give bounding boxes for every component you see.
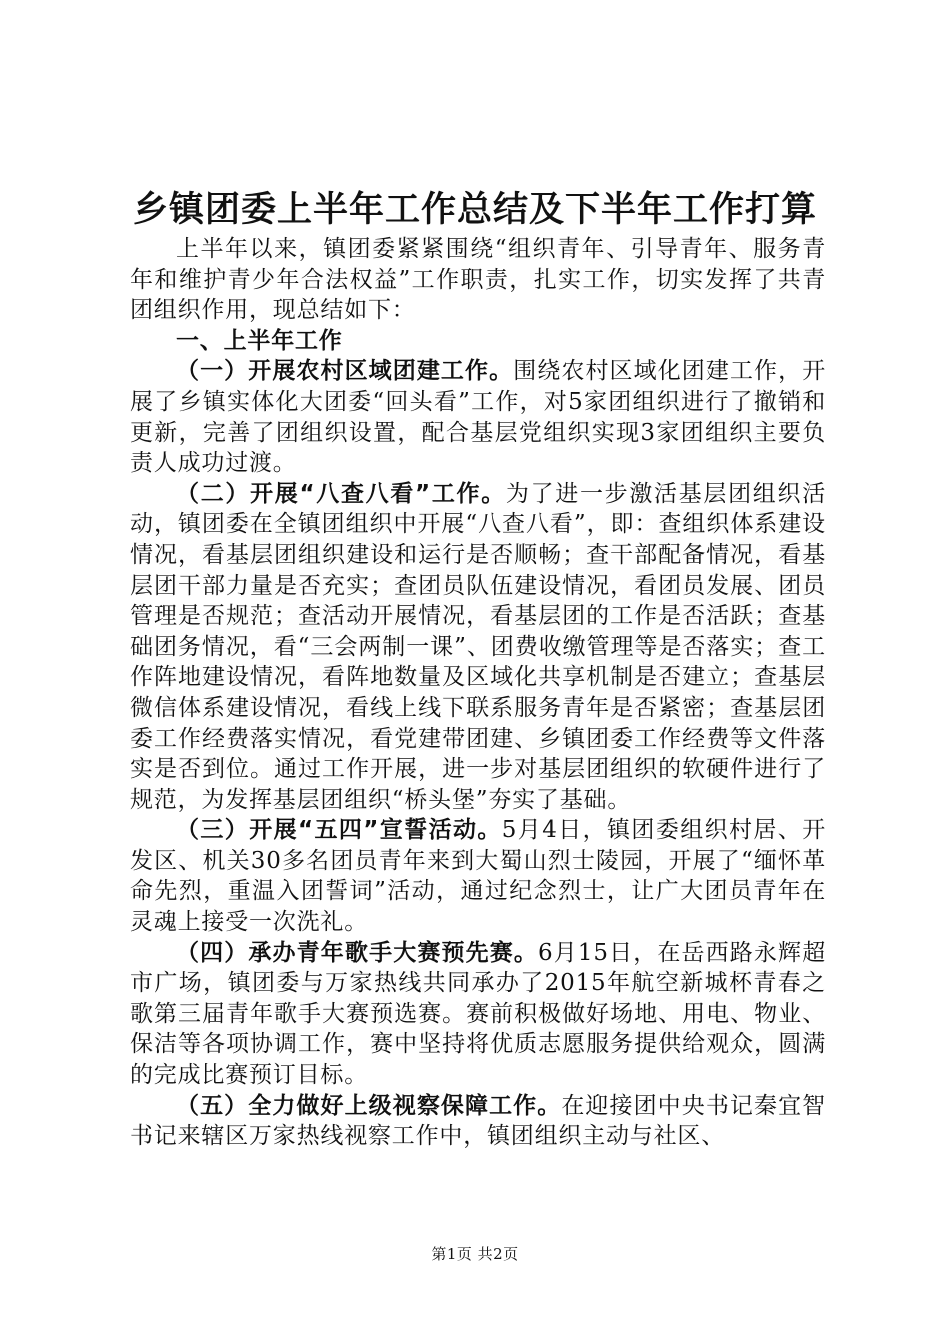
work-item-1 xyxy=(130,356,826,478)
document-body xyxy=(130,234,826,1152)
work-item-heading: （二）开展“八查八看”工作。 xyxy=(176,480,506,507)
work-item-5 xyxy=(130,1091,826,1152)
work-item-4 xyxy=(130,938,826,1091)
work-item-text: 为了进一步激活基层团组织活动，镇团委在全镇团组织中开展“八查八看”，即：查组织体系建设情况，看基层团组织建设和运行是否顺畅；查干部配备情况，看基层团干部力量是否充实；查团员队伍建设情况，看团员发展、团员管理是否规范；查活动开展情况，看基层团的工作是否活跃；查基础团务情况，看“三会两制一课”、团费收缴管理等是否落实；查工作阵地建设情况，看阵地数量及区域化共享机制是否建立；查基层微信体系建设情况，看线上线下联系服务青年是否紧密；查基层团委工作经费落实情况，看党建带团建、乡镇团委工作经费等文件落实是否到位。通过工作开展，进一步对基层团组织的软硬件进行了规范，为发挥基层团组织“桥头堡”夯实了基础。 xyxy=(130,480,826,813)
section-heading-text: 一、上半年工作 xyxy=(176,327,343,354)
work-item-text: 6月15日，在岳西路永辉超市广场，镇团委与万家热线共同承办了2015年航空新城杯青春之歌第三届青年歌手大赛预选赛。赛前积极做好场地、用电、物业、保洁等各项协调工作，赛中坚持将优质志愿服务提供给观众，圆满的完成比赛预订目标。 xyxy=(130,939,826,1089)
work-item-heading: （五）全力做好上级视察保障工作。 xyxy=(176,1092,562,1119)
work-item-text: 围绕农村区域化团建工作，开展了乡镇实体化大团委“回头看”工作，对5家团组织进行了撤销和更新，完善了团组织设置，配合基层党组织实现3家团组织主要负责人成功过渡。 xyxy=(130,358,826,477)
section-heading xyxy=(130,326,826,357)
work-item-text: 在迎接团中央书记秦宜智书记来辖区万家热线视察工作中，镇团组织主动与社区、 xyxy=(130,1092,826,1150)
document-title: 乡镇团委上半年工作总结及下半年工作打算 xyxy=(132,190,817,230)
work-item-heading: （一）开展农村区域团建工作。 xyxy=(176,358,514,385)
intro-paragraph: 上半年以来，镇团委紧紧围绕“组织青年、引导青年、服务青年和维护青少年合法权益”工作职责，扎实工作，切实发挥了共青团组织作用，现总结如下： xyxy=(130,236,826,324)
work-item-text: 5月4日，镇团委组织村居、开发区、机关30多名团员青年来到大蜀山烈士陵园，开展了“缅怀革命先烈，重温入团誓词”活动，通过纪念烈士，让广大团员青年在灵魂上接受一次洗礼。 xyxy=(130,817,826,936)
work-item-heading: （四）承办青年歌手大赛预先赛。 xyxy=(176,939,539,966)
work-item-2 xyxy=(130,479,826,816)
work-item-heading: （三）开展“五四”宣誓活动。 xyxy=(176,817,502,844)
page-footer: 第1页 共2页 xyxy=(431,1245,519,1263)
work-item-3 xyxy=(130,815,826,937)
